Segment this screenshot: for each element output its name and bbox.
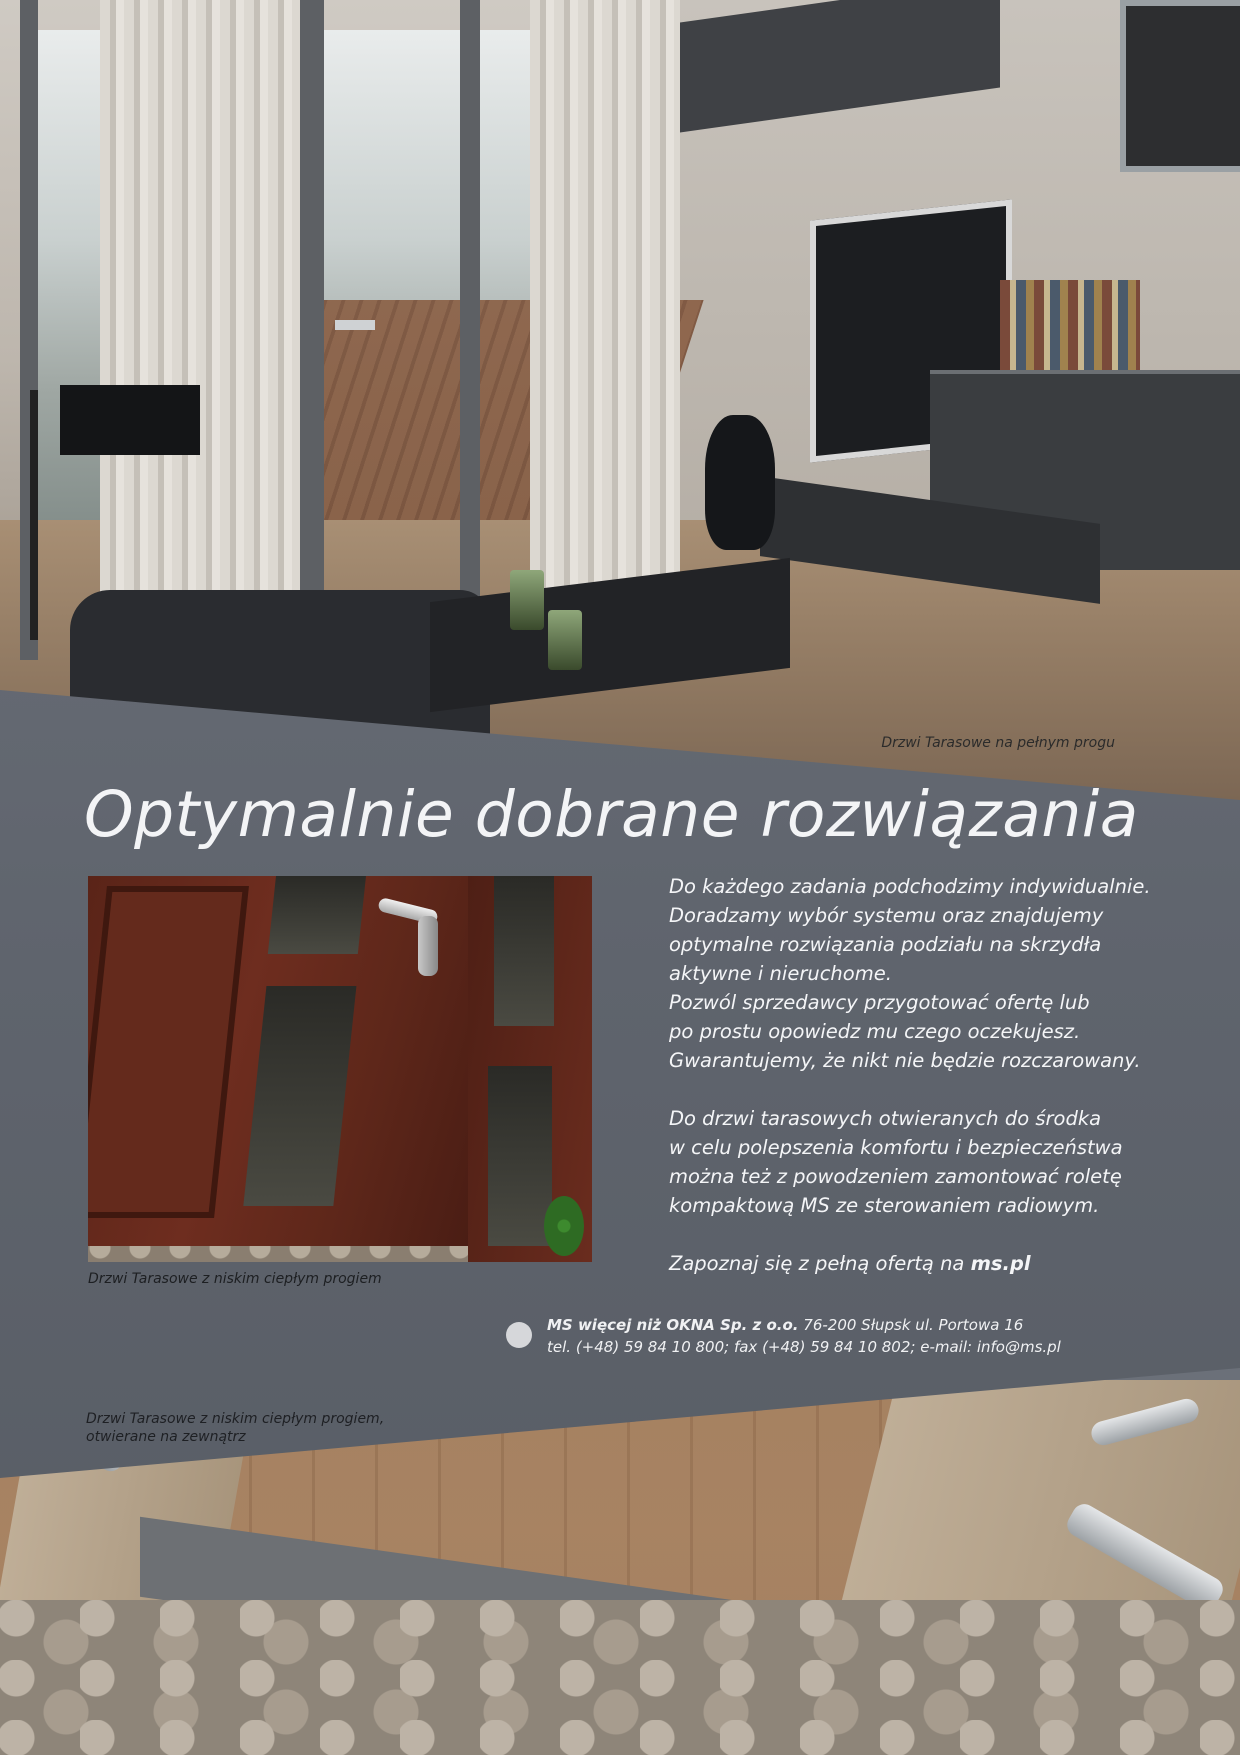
company-bullet-icon	[506, 1322, 532, 1348]
living-room-photo	[0, 0, 1240, 800]
wall-picture	[1120, 0, 1240, 172]
door-frame-right	[460, 0, 480, 600]
books	[1000, 280, 1140, 370]
body-text	[669, 872, 1151, 1307]
caption-line: otwierane na zewnątrz	[86, 1429, 246, 1445]
bottom-photo-caption	[86, 1410, 384, 1446]
paragraph-2	[669, 1104, 1139, 1220]
text-line: kompaktową MS ze sterowaniem radiowym.	[669, 1194, 1100, 1217]
door-lock	[418, 916, 438, 976]
company-contact: tel. (+48) 59 84 10 800; fax (+48) 59 84 10 802; e-mail: info@ms.pl	[547, 1338, 1061, 1356]
door-glass	[243, 986, 356, 1206]
wooden-door	[88, 876, 508, 1246]
text-line: po prostu opowiedz mu czego oczekujesz.	[669, 1020, 1081, 1043]
text-line: Doradzamy wybór systemu oraz znajdujemy	[669, 904, 1104, 927]
company-address: 76-200 Słupsk ul. Portowa 16	[798, 1316, 1024, 1334]
door-panel	[88, 886, 249, 1218]
stone-paving	[0, 1600, 1240, 1755]
text-line: Do każdego zadania podchodzimy indywidualnie.	[669, 875, 1151, 898]
curtain-right	[530, 0, 680, 650]
glass	[510, 570, 544, 630]
floor-lamp-pole	[30, 390, 38, 640]
paragraph-1	[669, 872, 1151, 1075]
text-line: Do drzwi tarasowych otwieranych do środka	[669, 1107, 1102, 1130]
company-details	[547, 1314, 1061, 1358]
text-line: Gwarantujemy, że nikt nie będzie rozczarowany.	[669, 1049, 1141, 1072]
glass	[548, 610, 582, 670]
call-to-action	[669, 1249, 1139, 1278]
caption-line: Drzwi Tarasowe z niskim ciepłym progiem,	[86, 1411, 385, 1427]
top-photo-caption: Drzwi Tarasowe na pełnym progu	[881, 735, 1115, 751]
text-line: optymalne rozwiązania podziału na skrzydła	[669, 933, 1102, 956]
door-frame-middle	[300, 0, 324, 640]
vase	[705, 415, 775, 550]
cta-text: Zapoznaj się z pełną ofertą na	[669, 1252, 971, 1275]
text-line: Pozwól sprzedawcy przygotować ofertę lub	[669, 991, 1090, 1014]
side-glass-top	[494, 876, 554, 1026]
door-handle	[335, 320, 375, 330]
inset-photo-caption: Drzwi Tarasowe z niskim ciepłym progiem	[88, 1271, 382, 1287]
text-line: aktywne i nieruchome.	[669, 962, 892, 985]
page-title: Optymalnie dobrane rozwiązania	[84, 778, 1139, 851]
text-line: w celu polepszenia komfortu i bezpieczeństwa	[669, 1136, 1123, 1159]
side-glass-bottom	[488, 1066, 552, 1246]
door-glass-top	[268, 876, 366, 954]
company-name: MS więcej niż OKNA Sp. z o.o.	[547, 1316, 799, 1334]
curtain-left	[100, 0, 300, 650]
inset-door-photo	[88, 876, 592, 1262]
text-line: można też z powodzeniem zamontować roletę	[669, 1165, 1122, 1188]
website-link[interactable]: ms.pl	[970, 1252, 1031, 1275]
floor-lamp-shade	[60, 385, 200, 455]
plant	[544, 1196, 584, 1256]
